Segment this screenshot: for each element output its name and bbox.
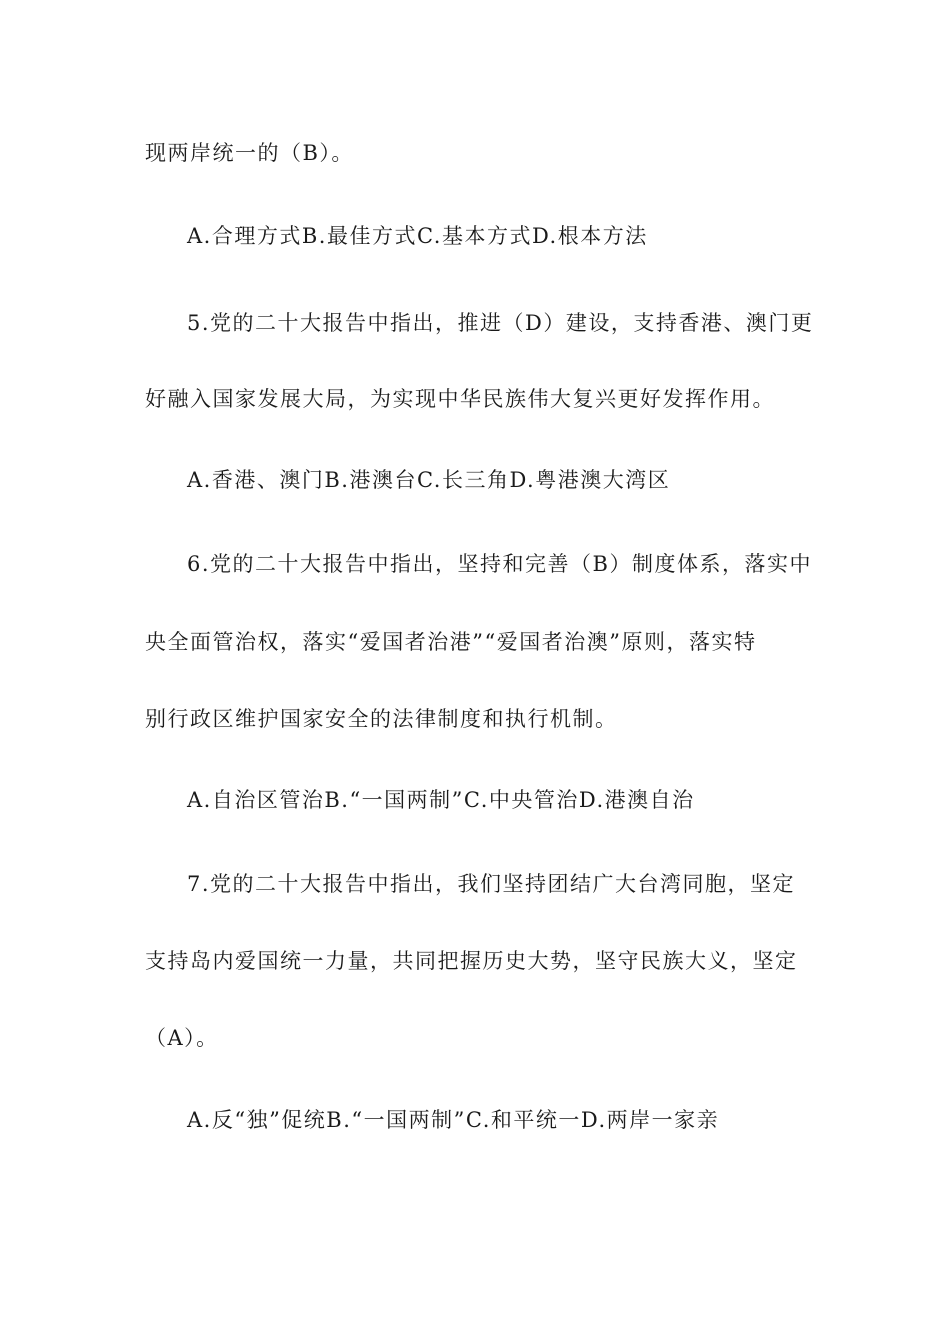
- options-question4: A.合理方式B.最佳方式C.基本方式D.根本方法: [187, 224, 648, 248]
- question5-line2: 好融入国家发展大局，为实现中华民族伟大复兴更好发挥作用。: [145, 387, 775, 411]
- options-question5: A.香港、澳门B.港澳台C.长三角D.粤港澳大湾区: [187, 468, 671, 492]
- question6-line3: 别行政区维护国家安全的法律制度和执行机制。: [145, 707, 618, 731]
- question7-line3: （A）。: [145, 1026, 219, 1050]
- question6-line2: 央全面管治权，落实“爱国者治港”“爱国者治澳”原则，落实特: [145, 630, 757, 654]
- question5-line1: 5.党的二十大报告中指出，推进（D）建设，支持香港、澳门更: [187, 311, 814, 335]
- question7-line2: 支持岛内爱国统一力量，共同把握历史大势，坚守民族大义，坚定: [145, 949, 798, 973]
- options-question7: A.反“独”促统B.“一国两制”C.和平统一D.两岸一家亲: [187, 1108, 720, 1132]
- options-question6: A.自治区管治B.“一国两制”C.中央管治D.港澳自治: [187, 788, 695, 812]
- question6-line1: 6.党的二十大报告中指出，坚持和完善（B）制度体系，落实中: [187, 552, 812, 576]
- question7-line1: 7.党的二十大报告中指出，我们坚持团结广大台湾同胞，坚定: [187, 872, 796, 896]
- text-line-question4-end: 现两岸统一的（B）。: [145, 141, 354, 165]
